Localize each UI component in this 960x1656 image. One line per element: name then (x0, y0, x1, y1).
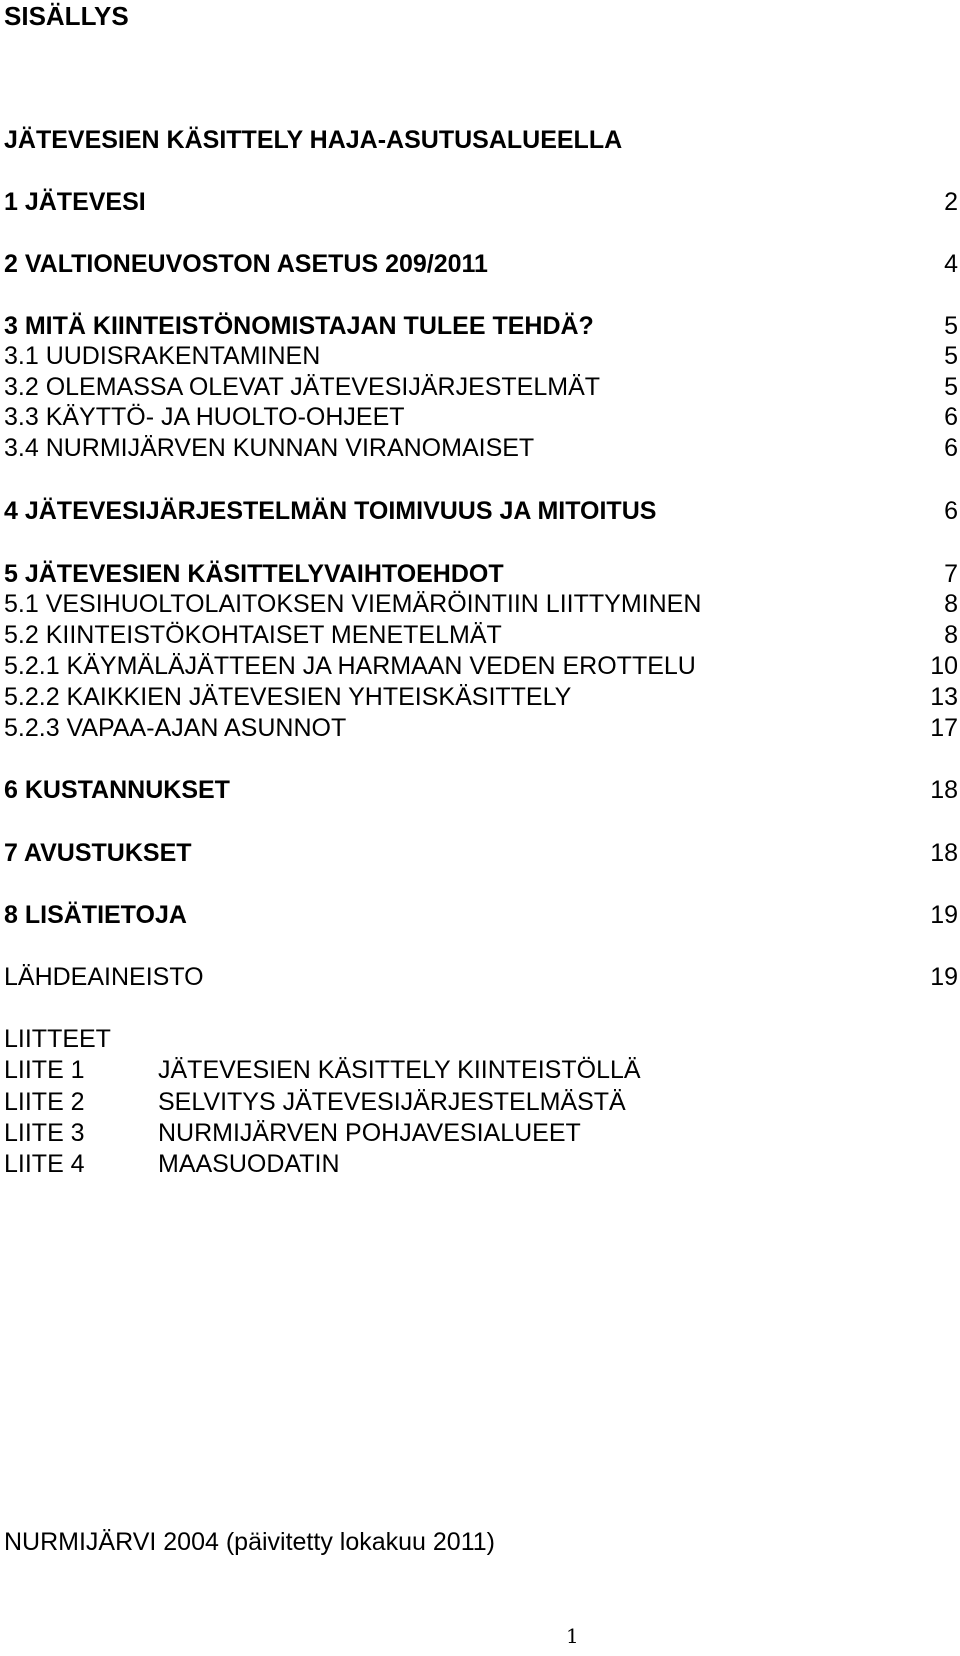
appendix-label: LIITE 2 (4, 1088, 85, 1116)
toc-entry-title: 3.3 KÄYTTÖ- JA HUOLTO-OHJEET (4, 403, 405, 431)
toc-entry-title: 4 JÄTEVESIJÄRJESTELMÄN TOIMIVUUS JA MITOITUS (4, 497, 657, 525)
appendix-title: JÄTEVESIEN KÄSITTELY KIINTEISTÖLLÄ (158, 1056, 641, 1084)
toc-entry-title: 7 AVUSTUKSET (4, 839, 192, 867)
toc-entry-title: 3.2 OLEMASSA OLEVAT JÄTEVESIJÄRJESTELMÄT (4, 373, 601, 401)
toc-entry-title: 5.2 KIINTEISTÖKOHTAISET MENETELMÄT (4, 621, 502, 649)
appendix-label: LIITE 3 (4, 1119, 85, 1147)
footer-note: NURMIJÄRVI 2004 (päivitetty lokakuu 2011) (4, 1528, 495, 1556)
toc-entry-title: 1 JÄTEVESI (4, 188, 146, 216)
toc-entry-title: 5.1 VESIHUOLTOLAITOKSEN VIEMÄRÖINTIIN LIITTYMINEN (4, 590, 702, 618)
toc-entry-page: 8 (944, 590, 958, 618)
page-title: SISÄLLYS (4, 1, 129, 31)
appendix-label: LIITE 1 (4, 1056, 85, 1084)
page-number: 1 (566, 1624, 579, 1648)
toc-entry-page: 18 (930, 776, 958, 804)
toc-entry-page: 5 (944, 342, 958, 370)
toc-entry-title: LÄHDEAINEISTO (4, 963, 204, 991)
toc-entry-title: 2 VALTIONEUVOSTON ASETUS 209/2011 (4, 250, 488, 278)
appendices-heading: LIITTEET (4, 1025, 111, 1053)
toc-entry-page: 5 (944, 312, 958, 340)
toc-entry-title: 5 JÄTEVESIEN KÄSITTELYVAIHTOEHDOT (4, 560, 504, 588)
toc-entry-title: 3.4 NURMIJÄRVEN KUNNAN VIRANOMAISET (4, 434, 535, 462)
toc-entry-page: 7 (944, 560, 958, 588)
toc-entry-page: 6 (944, 434, 958, 462)
toc-entry-page: 6 (944, 403, 958, 431)
toc-entry-page: 17 (930, 714, 958, 742)
toc-entry-page: 19 (930, 901, 958, 929)
toc-entry-title: 5.2.3 VAPAA-AJAN ASUNNOT (4, 714, 347, 742)
toc-entry-page: 13 (930, 683, 958, 711)
toc-entry-page: 4 (944, 250, 958, 278)
toc-entry-page: 19 (930, 963, 958, 991)
toc-entry-title: 5.2.1 KÄYMÄLÄJÄTTEEN JA HARMAAN VEDEN EROTTELU (4, 652, 696, 680)
toc-entry-title: 8 LISÄTIETOJA (4, 901, 187, 929)
toc-entry-page: 2 (944, 188, 958, 216)
toc-entry-page: 8 (944, 621, 958, 649)
toc-entry-page: 18 (930, 839, 958, 867)
appendix-label: LIITE 4 (4, 1150, 85, 1178)
toc-entry-page: 5 (944, 373, 958, 401)
document-heading: JÄTEVESIEN KÄSITTELY HAJA-ASUTUSALUEELLA (4, 126, 623, 154)
appendix-title: SELVITYS JÄTEVESIJÄRJESTELMÄSTÄ (158, 1088, 626, 1116)
toc-entry-title: 3 MITÄ KIINTEISTÖNOMISTAJAN TULEE TEHDÄ? (4, 312, 594, 340)
toc-entry-title: 3.1 UUDISRAKENTAMINEN (4, 342, 321, 370)
toc-entry-page: 10 (930, 652, 958, 680)
toc-entry-title: 5.2.2 KAIKKIEN JÄTEVESIEN YHTEISKÄSITTELY (4, 683, 572, 711)
appendix-title: MAASUODATIN (158, 1150, 340, 1178)
toc-entry-title: 6 KUSTANNUKSET (4, 776, 230, 804)
toc-entry-page: 6 (944, 497, 958, 525)
appendix-title: NURMIJÄRVEN POHJAVESIALUEET (158, 1119, 581, 1147)
